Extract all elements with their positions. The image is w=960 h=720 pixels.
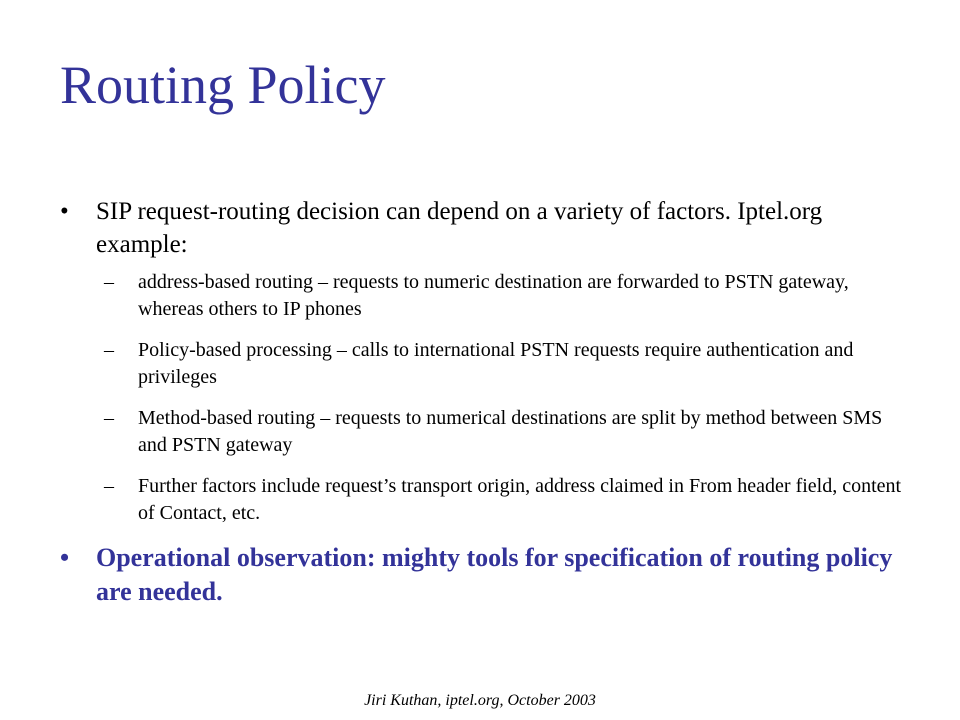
sub-bullet-policy-processing (104, 337, 910, 391)
dash-marker: – (104, 475, 114, 497)
bullet-marker: • (60, 198, 69, 225)
slide-content (60, 195, 910, 609)
bullet-marker: • (60, 543, 70, 572)
dash-marker: – (104, 271, 114, 293)
dash-marker: – (104, 407, 114, 429)
dash-marker: – (104, 339, 114, 361)
sub-bullet-text: address-based routing – requests to numeric destination are forwarded to PSTN gateway, whereas others to IP phones (138, 271, 849, 320)
bullet-item-observation (60, 541, 910, 609)
sub-bullet-address-routing (104, 269, 910, 323)
sub-bullet-further-factors (104, 473, 910, 527)
sub-bullet-text: Method-based routing – requests to numerical destinations are split by method between SMS and PSTN gateway (138, 407, 883, 456)
sub-bullet-method-routing (104, 405, 910, 459)
sub-bullet-text: Policy-based processing – calls to international PSTN requests require authentication and privileges (138, 339, 854, 388)
sub-bullet-list (104, 269, 910, 527)
slide-footer: Jiri Kuthan, iptel.org, October 2003 (364, 692, 596, 709)
slide-title: Routing Policy (60, 55, 386, 115)
bullet-item-factors (60, 195, 910, 261)
sub-bullet-text: Further factors include request’s transport origin, address claimed in From header field, content of Contact, etc. (138, 475, 902, 524)
bullet-text: SIP request-routing decision can depend on a variety of factors. Iptel.org example: (96, 198, 823, 258)
bullet-text-highlight: Operational observation: mighty tools for specification of routing policy are needed. (96, 543, 893, 606)
